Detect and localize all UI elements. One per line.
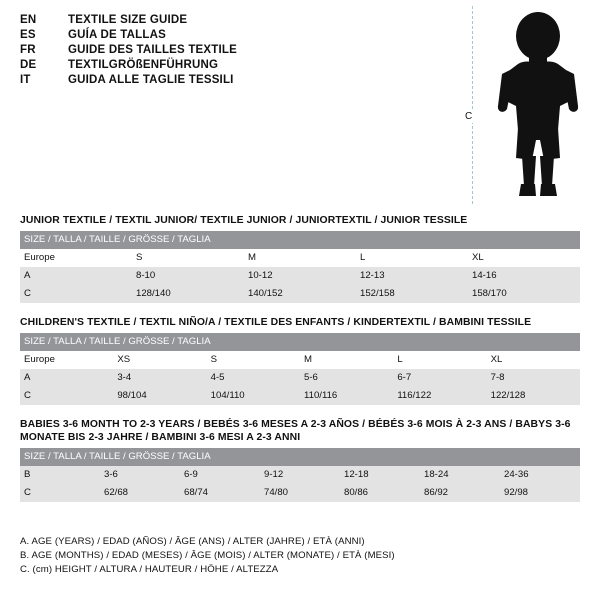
babies-size-table bbox=[20, 448, 580, 502]
language-code: ES bbox=[20, 29, 36, 41]
row-label: Europe bbox=[20, 351, 113, 369]
section-title: JUNIOR TEXTILE / TEXTIL JUNIOR/ TEXTILE JUNIOR / JUNIORTEXTIL / JUNIOR TESSILE bbox=[20, 215, 468, 226]
measurement-dashed-line bbox=[472, 6, 473, 204]
cell: 12-18 bbox=[340, 466, 420, 484]
table-row bbox=[20, 369, 580, 387]
cell: 98/104 bbox=[113, 387, 206, 405]
header-row bbox=[20, 14, 440, 26]
cell: S bbox=[207, 351, 300, 369]
cell: 5-6 bbox=[300, 369, 393, 387]
table-header-row bbox=[20, 231, 580, 249]
row-label: A bbox=[20, 267, 132, 285]
cell: 152/158 bbox=[356, 285, 468, 303]
cell: 24-36 bbox=[500, 466, 580, 484]
language-code: DE bbox=[20, 59, 37, 71]
header-title: TEXTILE SIZE GUIDE bbox=[68, 14, 188, 26]
cell: 4-5 bbox=[207, 369, 300, 387]
header-row bbox=[20, 44, 440, 56]
row-label: C bbox=[20, 387, 113, 405]
table-row bbox=[20, 466, 580, 484]
legend-line-a: A. AGE (YEARS) / EDAD (AÑOS) / ÂGE (ANS) / ALTER (JAHRE) / ETÀ (ANNI) bbox=[20, 536, 365, 547]
table-header-label: SIZE / TALLA / TAILLE / GRÖSSE / TAGLIA bbox=[20, 448, 580, 466]
cell: 116/122 bbox=[393, 387, 486, 405]
cell: L bbox=[356, 249, 468, 267]
header-title: GUÍA DE TALLAS bbox=[68, 29, 166, 41]
children-size-table bbox=[20, 333, 580, 405]
header-title: GUIDA ALLE TAGLIE TESSILI bbox=[68, 74, 234, 86]
header-row bbox=[20, 74, 440, 86]
section-junior-textile bbox=[20, 214, 580, 303]
measurement-label-c: C bbox=[465, 111, 473, 122]
cell: 6-7 bbox=[393, 369, 486, 387]
cell: M bbox=[244, 249, 356, 267]
section-title: CHILDREN'S TEXTILE / TEXTIL NIÑO/A / TEXTILE DES ENFANTS / KINDERTEXTIL / BAMBINI TESSILE bbox=[20, 317, 532, 328]
cell: 3-4 bbox=[113, 369, 206, 387]
table-header-label: SIZE / TALLA / TAILLE / GRÖSSE / TAGLIA bbox=[20, 231, 580, 249]
cell: 6-9 bbox=[180, 466, 260, 484]
cell: 14-16 bbox=[468, 267, 580, 285]
table-header-row bbox=[20, 448, 580, 466]
cell: 3-6 bbox=[100, 466, 180, 484]
cell: XS bbox=[113, 351, 206, 369]
cell: 110/116 bbox=[300, 387, 393, 405]
row-label: C bbox=[20, 285, 132, 303]
cell: 80/86 bbox=[340, 484, 420, 502]
header-title: TEXTILGRÖßENFÜHRUNG bbox=[68, 59, 219, 71]
cell: 140/152 bbox=[244, 285, 356, 303]
language-code: IT bbox=[20, 74, 31, 86]
header-row bbox=[20, 29, 440, 41]
row-label: C bbox=[20, 484, 100, 502]
header-title-block bbox=[20, 14, 440, 89]
cell: 8-10 bbox=[132, 267, 244, 285]
cell: 68/74 bbox=[180, 484, 260, 502]
child-silhouette-figure bbox=[450, 6, 590, 206]
cell: 9-12 bbox=[260, 466, 340, 484]
cell: XL bbox=[487, 351, 580, 369]
cell: 86/92 bbox=[420, 484, 500, 502]
language-code: EN bbox=[20, 14, 37, 26]
cell: 104/110 bbox=[207, 387, 300, 405]
cell: 62/68 bbox=[100, 484, 180, 502]
header-row bbox=[20, 59, 440, 71]
cell: M bbox=[300, 351, 393, 369]
cell: 12-13 bbox=[356, 267, 468, 285]
row-label: B bbox=[20, 466, 100, 484]
table-row bbox=[20, 267, 580, 285]
row-label: A bbox=[20, 369, 113, 387]
cell: 18-24 bbox=[420, 466, 500, 484]
cell: S bbox=[132, 249, 244, 267]
row-label: Europe bbox=[20, 249, 132, 267]
section-childrens-textile bbox=[20, 316, 580, 405]
cell: L bbox=[393, 351, 486, 369]
header-title: GUIDE DES TAILLES TEXTILE bbox=[68, 44, 237, 56]
table-row bbox=[20, 387, 580, 405]
toddler-silhouette-icon bbox=[488, 10, 588, 205]
cell: 158/170 bbox=[468, 285, 580, 303]
section-babies-textile bbox=[20, 418, 580, 502]
cell: 92/98 bbox=[500, 484, 580, 502]
language-code: FR bbox=[20, 44, 36, 56]
table-row bbox=[20, 351, 580, 369]
cell: 74/80 bbox=[260, 484, 340, 502]
table-row bbox=[20, 249, 580, 267]
table-header-row bbox=[20, 333, 580, 351]
section-title: BABIES 3-6 MONTH TO 2-3 YEARS / BEBÉS 3-6 MESES A 2-3 AÑOS / BÉBÉS 3-6 MOIS À 2-3 ANS / BABYS 3-6 MONATE BIS 2-3 JAHRE / BAMBINI 3-6 MESI A 2-3 ANNI bbox=[20, 419, 571, 443]
table-row bbox=[20, 484, 580, 502]
legend-block bbox=[20, 535, 580, 577]
table-header-label: SIZE / TALLA / TAILLE / GRÖSSE / TAGLIA bbox=[20, 333, 580, 351]
legend-line-c: C. (cm) HEIGHT / ALTURA / HAUTEUR / HÖHE / ALTEZZA bbox=[20, 564, 279, 575]
cell: 10-12 bbox=[244, 267, 356, 285]
cell: 128/140 bbox=[132, 285, 244, 303]
table-row bbox=[20, 285, 580, 303]
cell: XL bbox=[468, 249, 580, 267]
junior-size-table bbox=[20, 231, 580, 303]
cell: 7-8 bbox=[487, 369, 580, 387]
legend-line-b: B. AGE (MONTHS) / EDAD (MESES) / ÂGE (MOIS) / ALTER (MONATE) / ETÀ (MESI) bbox=[20, 550, 395, 561]
cell: 122/128 bbox=[487, 387, 580, 405]
